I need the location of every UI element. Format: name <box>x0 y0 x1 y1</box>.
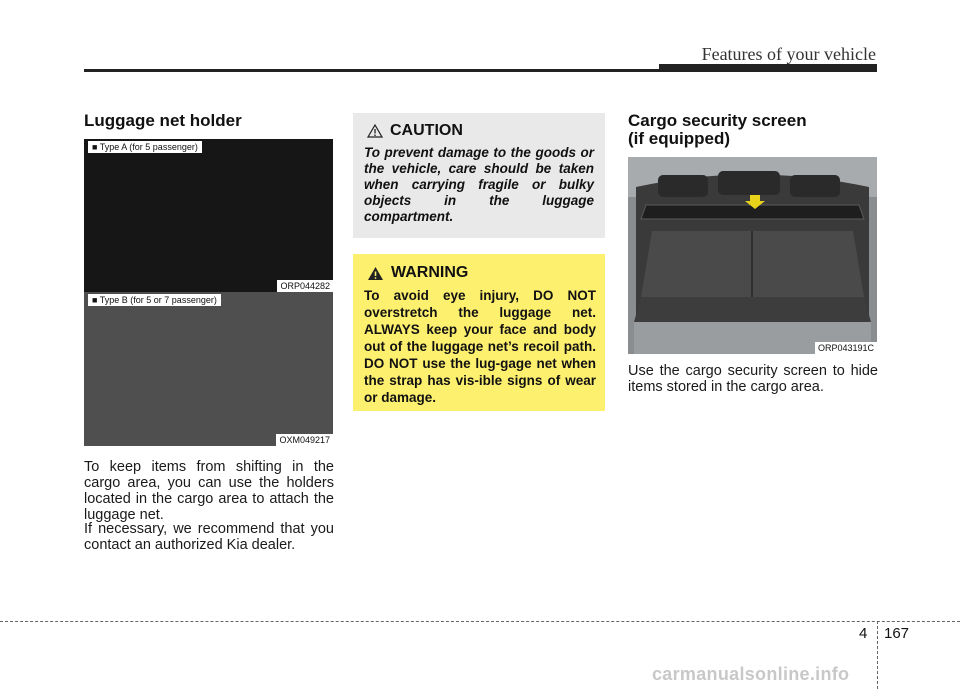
cargo-screen-heading <box>628 112 878 148</box>
image-b-label: ■ Type B (for 5 or 7 passenger) <box>88 294 221 306</box>
caution-text: To prevent damage to the goods or the vehicle, care should be taken when carrying fragile or bulky objects in the luggage compartment. <box>364 145 594 224</box>
warning-triangle-icon <box>367 266 384 281</box>
section-title: Features of your vehicle <box>701 44 876 64</box>
caution-box <box>353 113 605 238</box>
luggage-net-heading: Luggage net holder <box>84 111 242 130</box>
warning-title: WARNING <box>391 264 469 281</box>
warning-text: To avoid eye injury, DO NOT overstretch the luggage net. ALWAYS keep your face and body out of the luggage net’s recoil path. DO NOT use the lug-gage net when the strap has vis-ible signs of wear or damage. <box>364 288 596 405</box>
chapter-number: 4 <box>859 625 868 642</box>
cargo-screen-heading-line-2: (if equipped) <box>628 129 730 148</box>
cargo-area-photo <box>628 157 877 354</box>
cargo-screen-paragraph: Use the cargo security screen to hide items stored in the cargo area. <box>628 363 878 395</box>
caution-triangle-icon <box>367 124 383 138</box>
warning-box <box>353 254 605 411</box>
image-a-label: ■ Type A (for 5 passenger) <box>88 141 202 153</box>
watermark: carmanualsonline.info <box>652 664 850 684</box>
caution-title: CAUTION <box>390 122 463 139</box>
footer-divider <box>877 621 878 689</box>
image-b-code: OXM049217 <box>276 434 333 446</box>
header-rule <box>84 69 659 72</box>
footer-rule <box>0 621 960 622</box>
image-a-code: ORP044282 <box>277 280 333 292</box>
luggage-net-paragraph-1: To keep items from shifting in the cargo area, you can use the holders located in the cargo area to attach the luggage net. <box>84 459 334 523</box>
luggage-net-image-type-b <box>84 292 333 446</box>
luggage-net-image-type-a <box>84 139 333 292</box>
cargo-image-code: ORP043191C <box>815 342 877 354</box>
cargo-area-illustration <box>628 157 877 354</box>
header-tab <box>659 64 877 72</box>
cargo-screen-heading-line-1: Cargo security screen <box>628 111 807 130</box>
luggage-net-paragraph-2: If necessary, we recommend that you contact an authorized Kia dealer. <box>84 521 334 553</box>
page-number: 167 <box>884 625 910 642</box>
